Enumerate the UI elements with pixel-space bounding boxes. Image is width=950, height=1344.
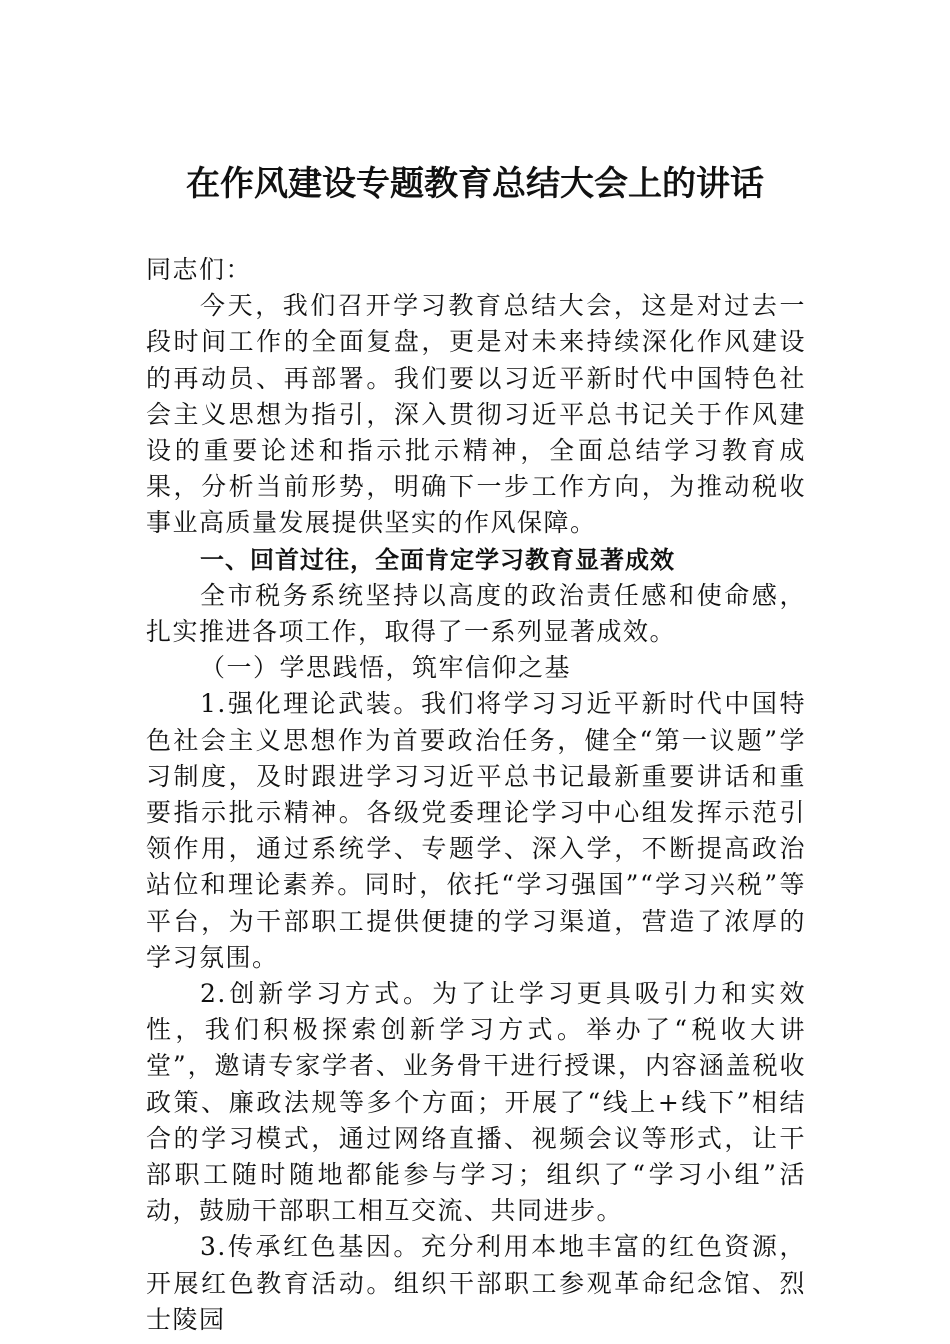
item-paragraph: 3.传承红色基因。充分利用本地丰富的红色资源，开展红色教育活动。组织干部职工参观革命纪念馆、烈士陵园 (146, 1232, 806, 1334)
section-heading: 一、回首过往，全面肯定学习教育显著成效 (200, 545, 675, 574)
section-intro: 全市税务系统坚持以高度的政治责任感和使命感，扎实推进各项工作，取得了一系列显著成效。 (146, 580, 806, 647)
document-title: 在作风建设专题教育总结大会上的讲话 (186, 164, 764, 204)
document-body (146, 252, 806, 1338)
item-paragraph: 2.创新学习方式。为了让学习更具吸引力和实效性，我们积极探索创新学习方式。举办了“税收大讲堂”，邀请专家学者、业务骨干进行授课，内容涵盖税收政策、廉政法规等多个方面；开展了“线上+线下”相结合的学习模式，通过网络直播、视频会议等形式，让干部职工随时随地都能参与学习；组织了“学习小组”活动，鼓励干部职工相互交流、共同进步。 (146, 979, 806, 1226)
item-paragraph: 1.强化理论武装。我们将学习习近平新时代中国特色社会主义思想作为首要政治任务，健全“第一议题”学习制度，及时跟进学习习近平总书记最新重要讲话和重要指示批示精神。各级党委理论学习中心组发挥示范引领作用，通过系统学、专题学、深入学，不断提高政治站位和理论素养。同时，依托“学习强国”“学习兴税”等平台，为干部职工提供便捷的学习渠道，营造了浓厚的学习氛围。 (146, 689, 806, 972)
opening-paragraph: 今天，我们召开学习教育总结大会，这是对过去一段时间工作的全面复盘，更是对未来持续深化作风建设的再动员、再部署。我们要以习近平新时代中国特色社会主义思想为指引，深入贯彻习近平总书记关于作风建设的重要论述和指示批示精神，全面总结学习教育成果，分析当前形势，明确下一步工作方向，为推动税收事业高质量发展提供坚实的作风保障。 (146, 291, 806, 538)
subsection-heading: （一）学思践悟，筑牢信仰之基 (200, 653, 572, 683)
salutation: 同志们： (146, 255, 253, 284)
